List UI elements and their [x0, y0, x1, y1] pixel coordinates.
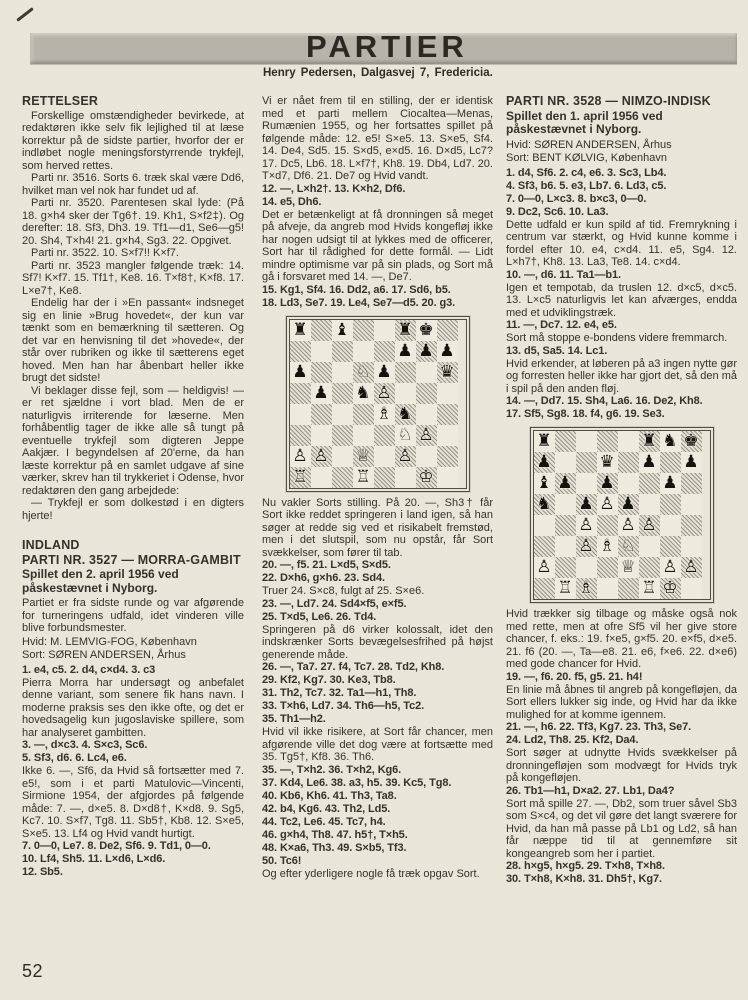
move-line: 42. b4, Kg6. 43. Th2, Ld5. — [262, 802, 391, 815]
white-pawn-icon: ♙ — [578, 536, 594, 556]
white-pawn-icon: ♙ — [641, 515, 657, 535]
para: Igen et tempotab, da truslen 12. d×c5, d×c5. 13. L×c5 naturligvis let kan afværges, endda med et udviklingstræk. — [506, 281, 737, 319]
board-square — [660, 557, 681, 578]
moves — [506, 395, 737, 421]
white-knight-icon: ♘ — [355, 361, 371, 382]
board-square — [555, 473, 576, 494]
para: Parti nr. 3516. Sorts 6. træk skal være Dd6, hvilket man vel nok har fundet ud af. — [22, 172, 244, 197]
board-square — [681, 431, 702, 452]
black-pawn-icon: ♟ — [578, 494, 594, 514]
para: Parti nr. 3522. 10. S×f7!! K×f7. — [31, 247, 179, 259]
para: Parti nr. 3520. Parentesen skal lyde: (På 18. g×h4 sker der Tg6†. 19. Kh1, S×f2‡). Og derefter: 18. Sf3, Dh3. 19. Tf1—d1, Se6—g5! 20. Sh4, T×h4! 21. g×h4, Sg3. 22. Opgivet. — [22, 197, 244, 247]
black-pawn-icon: ♟ — [439, 340, 455, 361]
board-square — [660, 578, 681, 599]
diagram — [286, 316, 470, 492]
board-square — [597, 536, 618, 557]
move-line: 31. Th2, Tc7. 32. Ta1—h1, Th8. — [262, 687, 417, 699]
board-square — [290, 425, 311, 446]
board-square — [437, 341, 458, 362]
white-pawn-icon: ♙ — [292, 445, 308, 466]
board-square — [311, 404, 332, 425]
board-square — [660, 515, 681, 536]
move-line: 4. Sf3, b6. 5. e3, Lb7. 6. Ld3, c5. — [506, 179, 667, 192]
scan-artifact — [16, 7, 34, 22]
black-pawn-icon: ♟ — [641, 452, 657, 472]
board-square — [555, 536, 576, 557]
editor-byline: Henry Pedersen, Dalgasvej 7, Fredericia. — [263, 67, 493, 79]
board-square — [374, 425, 395, 446]
moves — [506, 345, 737, 358]
moves — [262, 661, 493, 726]
board-square — [618, 536, 639, 557]
move-line: 12. Sb5. — [22, 866, 63, 878]
player-line: Sort: SØREN ANDERSEN, Århus — [22, 648, 186, 661]
black-rook-icon: ♜ — [641, 431, 657, 451]
board-square — [395, 362, 416, 383]
moves — [506, 671, 737, 684]
board-square — [416, 446, 437, 467]
board-square — [534, 578, 555, 599]
board-square — [639, 452, 660, 473]
white-rook-icon: ♖ — [292, 466, 308, 487]
move-line: 5. Sf3, d6. 6. Lc4, e6. — [22, 752, 127, 764]
para: — Trykfejl er som dolkestød i en digters hjerte! — [22, 497, 244, 522]
move-line: 28. h×g5, h×g5. 29. T×h8, T×h8. — [506, 860, 665, 872]
move-line: 13. d5, Sa5. 14. Lc1. — [506, 344, 608, 357]
moves — [262, 764, 493, 868]
column-middle — [262, 95, 493, 880]
player-line: Hvid: SØREN ANDERSEN, Århus — [506, 138, 672, 151]
white-pawn-icon: ♙ — [662, 557, 678, 577]
black-pawn-icon: ♟ — [662, 473, 678, 493]
header-banner — [30, 29, 737, 64]
board-square — [353, 341, 374, 362]
board-square — [534, 431, 555, 452]
board-square — [618, 431, 639, 452]
rettelser-heading: RETTELSER — [22, 94, 99, 108]
moves — [506, 269, 737, 282]
moves — [262, 284, 493, 310]
para: Ikke 6. —, Sf6, da Hvid så fortsætter med 7. e5!, som i et parti Matulovic—Vincenti, Sirmione 1954, der afgjordes på følgende måde: 7. —, d×e5. 8. D×d8†, K×d8. 9. Sg5, Kc7. 10. S×f7, Tg8. 11. Sb5†, Kb8. 12. S×e5, S×e5. 13. Lf4 og Hvid vandt hurtigt. — [22, 765, 244, 840]
move-line: 18. Ld3, Se7. 19. Le4, Se7—d5. 20. g3. — [262, 296, 456, 309]
column-left — [22, 95, 244, 879]
board-square — [597, 494, 618, 515]
board-square — [311, 320, 332, 341]
board-square — [639, 494, 660, 515]
white-rook-icon: ♖ — [557, 578, 573, 598]
board-square — [555, 515, 576, 536]
parti-3527-subheading: Spillet den 2. april 1956 ved påskestævnet i Nyborg. — [22, 567, 179, 595]
para: Vi beklager disse fejl, som — heldigvis! — er ret sjældne i vort blad. Men de er naturligvis irriterende for læserne. Men forhåbentlig tager de ikke alle så tungt på eventuelle trykfejl som digteren Jeppe Aakjær. I begyndelsen af 20'erne, da han læste korrektur på en samlet udgave af sine værker, skrev han til trykkeriet i Odense, hvor redaktøren den gang arbejdede: — [22, 384, 244, 497]
chess-board — [289, 319, 467, 489]
board-square — [437, 404, 458, 425]
white-rook-icon: ♖ — [641, 578, 657, 598]
board-square — [597, 515, 618, 536]
black-bishop-icon: ♝ — [334, 319, 350, 340]
board-square — [395, 446, 416, 467]
board-square — [597, 578, 618, 599]
para: Sort må spille 27. —, Db2, som truer såvel Sb3 som S×c4, og det vil gøre det langt sværere for Hvid, da han må passe på Lb1 og Ld2, så han får næppe tid til at gennemføre sit kongeangreb som her i partiet. — [506, 797, 737, 860]
black-pawn-icon: ♟ — [536, 452, 552, 472]
board-square — [555, 578, 576, 599]
board-square — [576, 473, 597, 494]
moves — [22, 840, 244, 879]
indland-heading: INDLAND — [22, 538, 80, 552]
black-rook-icon: ♜ — [536, 431, 552, 451]
board-square — [681, 515, 702, 536]
move-line: 10. —, d6. 11. Ta1—b1. — [506, 268, 621, 281]
board-square — [660, 452, 681, 473]
black-knight-icon: ♞ — [536, 494, 552, 514]
board-square — [311, 467, 332, 488]
parti-3528-heading: PARTI NR. 3528 — NIMZO-INDISK — [506, 94, 711, 108]
board-square — [416, 425, 437, 446]
player-line: Sort: BENT KØLVIG, København — [506, 151, 667, 164]
white-queen-icon: ♕ — [620, 557, 636, 577]
board-square — [395, 341, 416, 362]
move-line: 35. Th1—h2. — [262, 713, 326, 725]
board-square — [395, 383, 416, 404]
para: Sort søger at udnytte Hvids svækkelser på dronningefløjen som modvægt for Hvids tryk på kongefløjen. — [506, 747, 737, 784]
board-square — [618, 473, 639, 494]
para: Pierra Morra har undersøgt og anbefalet denne variant, som senere fik hans navn. I moderne praksis ses den ikke ofte, og det er hovedsagelig kun jugoslaviske spillere, som har analyseret gambitten. — [22, 676, 244, 739]
board-square — [311, 341, 332, 362]
move-line: 24. Ld2, Th8. 25. Kf2, Da4. — [506, 734, 639, 746]
para: Partiet er fra sidste runde og var afgørende for turneringens udfald, idet vinderen ville blive forbundsmester. — [22, 597, 244, 634]
move-line: 11. —, Dc7. 12. e4, e5. — [506, 319, 617, 331]
board-square — [639, 431, 660, 452]
white-pawn-icon: ♙ — [313, 445, 329, 466]
white-king-icon: ♔ — [418, 466, 434, 487]
board-square — [555, 494, 576, 515]
board-square — [353, 467, 374, 488]
black-queen-icon: ♛ — [599, 452, 615, 472]
parti-3527-heading: PARTI NR. 3527 — MORRA-GAMBIT — [22, 552, 241, 567]
board-square — [681, 578, 702, 599]
move-line: 7. 0—0, L×c3. 8. b×c3, 0—0. — [506, 192, 647, 205]
black-pawn-icon: ♟ — [397, 340, 413, 361]
board-square — [597, 557, 618, 578]
board-square — [597, 473, 618, 494]
moves — [22, 739, 244, 765]
white-rook-icon: ♖ — [355, 466, 371, 487]
board-square — [374, 320, 395, 341]
board-square — [332, 362, 353, 383]
board-square — [332, 341, 353, 362]
board-square — [681, 473, 702, 494]
para: Vi er nået frem til en stilling, der er identisk med et parti mellem Ciocaltea—Menas, Rumænien 1955, og her fortsattes spillet på følgende måde: 12. e5! S×e5. 13. S×e5, Sf4. 14. De4, Sd5. 15. S×d5, e×d5. 16. D×d5, Lc7? 17. Dc5, Lb6. 18. L×f7†, Kh8. 19. Db4, Ld7. 20. T×d7, Df6. 21. De7 og Hvid vandt. — [262, 95, 493, 182]
board-square — [395, 320, 416, 341]
black-rook-icon: ♜ — [397, 319, 413, 340]
move-line: 7. 0—0, Le7. 8. De2, Sf6. 9. Td1, 0—0. — [22, 840, 211, 852]
para: Nu vakler Sorts stilling. På 20. —, Sh3† får Sort ikke reddet springeren i land igen, så han søger at redde sig ved et risikabelt fremstød, men i det slutspil, som nu opstår, får Sort svækkelser, som fører til tab. — [262, 496, 493, 559]
board-square — [618, 578, 639, 599]
move-line: 1. e4, c5. 2. d4, c×d4. 3. c3 — [22, 663, 156, 676]
board-square — [618, 494, 639, 515]
para: Parti nr. 3523 mangler følgende træk: 14. Sf7! K×f7. 15. Tf1†, Ke8. 16. T×f8†, K×f8. 17. L×e7†, Ke8. — [22, 259, 244, 297]
black-pawn-icon: ♟ — [313, 382, 329, 403]
move-line: 3. —, d×c3. 4. S×c3, Sc6. — [22, 739, 148, 751]
move-line: 26. —, Ta7. 27. f4, Tc7. 28. Td2, Kh8. — [262, 661, 445, 673]
white-bishop-icon: ♗ — [376, 403, 392, 424]
board-square — [437, 320, 458, 341]
board-square — [597, 452, 618, 473]
board-square — [534, 557, 555, 578]
board-square — [639, 557, 660, 578]
board-square — [437, 446, 458, 467]
board-square — [374, 404, 395, 425]
board-square — [639, 473, 660, 494]
move-line: 21. —, h6. 22. Tf3, Kg7. 23. Th3, Se7. — [506, 721, 692, 733]
white-king-icon: ♔ — [662, 578, 678, 598]
board-square — [311, 383, 332, 404]
board-square — [290, 383, 311, 404]
black-queen-icon: ♛ — [439, 361, 455, 382]
white-pawn-icon: ♙ — [683, 557, 699, 577]
board-square — [681, 452, 702, 473]
board-square — [311, 446, 332, 467]
board-square — [576, 578, 597, 599]
black-pawn-icon: ♟ — [418, 340, 434, 361]
white-pawn-icon: ♙ — [536, 557, 552, 577]
move-line: 14. —, Dd7. 15. Sh4, La6. 16. De2, Kh8. — [506, 395, 703, 407]
para: En linie må åbnes til angreb på kongefløjen, da Sort ellers lukker sig inde, og Hvid har da ikke mulighed for at komme igennem. — [506, 683, 737, 721]
board-square — [534, 515, 555, 536]
diagram — [530, 427, 714, 603]
board-square — [332, 383, 353, 404]
para: Truer 24. S×c8, fulgt af 25. S×e6. — [262, 585, 425, 597]
board-square — [534, 494, 555, 515]
white-pawn-icon: ♙ — [599, 494, 615, 514]
board-square — [639, 536, 660, 557]
move-line: 19. —, f6. 20. f5, g5. 21. h4! — [506, 670, 643, 683]
board-square — [290, 467, 311, 488]
board-square — [555, 557, 576, 578]
board-square — [311, 362, 332, 383]
black-bishop-icon: ♝ — [536, 473, 552, 493]
move-line: 1. d4, Sf6. 2. c4, e6. 3. Sc3, Lb4. — [506, 166, 667, 179]
black-pawn-icon: ♟ — [683, 452, 699, 472]
black-pawn-icon: ♟ — [620, 494, 636, 514]
board-square — [639, 515, 660, 536]
black-knight-icon: ♞ — [662, 431, 678, 451]
para: Og efter yderligere nogle få træk opgav Sort. — [262, 867, 480, 880]
move-line: 29. Kf2, Kg7. 30. Ke3, Tb8. — [262, 674, 396, 686]
move-line: 50. Tc6! — [262, 854, 302, 867]
board-square — [353, 383, 374, 404]
board-square — [353, 320, 374, 341]
para: Endelig har der i »En passant« indsneget sig en linie »Brug hovedet«, der kun var tænkt som en bemærkning til sætteren. Og det var en henvisning til det »hovede«, der står over rubriken og ikke til sætterens eget hoved. Men han har åbenbart heller ikke brugt det sidste! — [22, 297, 244, 384]
players — [22, 636, 244, 662]
board-square — [395, 467, 416, 488]
move-line: 33. T×h6, Ld7. 34. Th6—h5, Tc2. — [262, 700, 425, 712]
board-square — [597, 431, 618, 452]
board-square — [576, 431, 597, 452]
white-pawn-icon: ♙ — [578, 515, 594, 535]
board-square — [681, 494, 702, 515]
board-square — [290, 362, 311, 383]
board-square — [576, 494, 597, 515]
board-square — [353, 404, 374, 425]
board-square — [416, 383, 437, 404]
para: Hvid erkender, at løberen på a3 ingen nytte gør og forresten heller ikke har gjort det, så den må i spil på den anden fløj. — [506, 357, 737, 395]
black-pawn-icon: ♟ — [599, 473, 615, 493]
board-square — [618, 515, 639, 536]
black-rook-icon: ♜ — [292, 319, 308, 340]
white-pawn-icon: ♙ — [397, 445, 413, 466]
move-line: 35. —, T×h2. 36. T×h2, Kg6. — [262, 763, 402, 776]
move-line: 15. Kg1, Sf4. 16. Dd2, a6. 17. Sd6, b5. — [262, 283, 451, 296]
column-right — [506, 95, 737, 886]
board-square — [555, 452, 576, 473]
white-bishop-icon: ♗ — [578, 578, 594, 598]
para: Forskellige omstændigheder bevirkede, at redaktøren ikke selv fik lejlighed til at læse korrektur på de sidste partier, hvorfor der er indløbet nogle meningsforstyrrende trykfejl, som herved rettes. — [22, 109, 244, 172]
board-square — [416, 467, 437, 488]
board-square — [353, 446, 374, 467]
move-line: 20. —, f5. 21. L×d5, S×d5. — [262, 559, 391, 571]
board-square — [416, 320, 437, 341]
board-square — [332, 320, 353, 341]
board-square — [311, 425, 332, 446]
board-square — [660, 473, 681, 494]
board-square — [332, 467, 353, 488]
board-square — [290, 320, 311, 341]
moves — [506, 785, 737, 798]
move-line: 12. —, L×h2†. 13. K×h2, Df6. — [262, 182, 406, 195]
board-square — [353, 425, 374, 446]
board-square — [639, 578, 660, 599]
board-square — [576, 536, 597, 557]
board-square — [437, 467, 458, 488]
move-line: 10. Lf4, Sh5. 11. L×d6, L×d6. — [22, 853, 166, 865]
moves — [22, 664, 244, 677]
move-line: 17. Sf5, Sg8. 18. f4, g6. 19. Se3. — [506, 408, 665, 420]
para: Hvid vil ikke risikere, at Sort får chancer, men afgørende ville det dog være at fortsætte med 35. Tg5†, Kf8. 36. Th6. — [262, 726, 493, 763]
move-line: 46. g×h4, Th8. 47. h5†, T×h5. — [262, 828, 408, 841]
board-square — [681, 536, 702, 557]
moves — [506, 167, 737, 219]
move-line: 37. Kd4, Le6. 38. a3, h5. 39. Kc5, Tg8. — [262, 776, 452, 789]
parti-3528-subheading: Spillet den 1. april 1956 ved påskestævnet i Nyborg. — [506, 108, 663, 136]
white-knight-icon: ♘ — [397, 424, 413, 445]
board-square — [534, 452, 555, 473]
black-pawn-icon: ♟ — [292, 361, 308, 382]
move-line: 26. Tb1—h1, D×a2. 27. Lb1, Da4? — [506, 784, 675, 797]
move-line: 30. T×h8, K×h8. 31. Dh5†, Kg7. — [506, 873, 662, 885]
board-square — [395, 404, 416, 425]
board-square — [374, 383, 395, 404]
black-pawn-icon: ♟ — [376, 361, 392, 382]
board-square — [534, 536, 555, 557]
white-pawn-icon: ♙ — [620, 515, 636, 535]
page-number: 52 — [22, 961, 44, 981]
board-square — [290, 341, 311, 362]
board-square — [681, 557, 702, 578]
board-square — [395, 425, 416, 446]
board-square — [416, 404, 437, 425]
board-square — [660, 536, 681, 557]
board-square — [416, 362, 437, 383]
moves — [262, 559, 493, 585]
board-square — [618, 452, 639, 473]
white-queen-icon: ♕ — [355, 445, 371, 466]
players — [506, 139, 737, 165]
black-king-icon: ♚ — [683, 431, 699, 451]
white-pawn-icon: ♙ — [418, 424, 434, 445]
board-square — [374, 446, 395, 467]
black-knight-icon: ♞ — [355, 382, 371, 403]
black-king-icon: ♚ — [418, 319, 434, 340]
black-pawn-icon: ♟ — [557, 473, 573, 493]
move-line: 25. T×d5, Le6. 26. Td4. — [262, 610, 377, 623]
para: Hvid trækker sig tilbage og måske også nok med rette, men at ofre Sf5 vil her give store chancer, f. eks.: 19. f×e5, g×f5. 20. e×f5, d×e5. 21. f6 (20. —, Ta—e8. 21. e6, f×e6. 22. d×e6) med gode chancer for Hvid. — [506, 608, 737, 670]
move-line: 40. Kb6, Kh6. 41. Th3, Ta8. — [262, 789, 397, 802]
moves — [506, 319, 737, 332]
white-bishop-icon: ♗ — [599, 536, 615, 556]
moves — [262, 598, 493, 624]
moves — [506, 860, 737, 886]
board-square — [534, 473, 555, 494]
board-square — [332, 446, 353, 467]
board-square — [416, 341, 437, 362]
board-square — [618, 557, 639, 578]
board-square — [555, 431, 576, 452]
board-square — [437, 383, 458, 404]
move-line: 44. Tc2, Le6. 45. Tc7, h4. — [262, 815, 386, 828]
para: Sort må stoppe e-bondens videre fremmarch. — [506, 332, 728, 344]
move-line: 22. D×h6, g×h6. 23. Sd4. — [262, 572, 385, 584]
black-knight-icon: ♞ — [397, 403, 413, 424]
board-square — [374, 341, 395, 362]
para: Dette udfald er kun spild af tid. Fremrykning i centrum var stærkt, og Hvid kunne komme i fordel efter 10. e4, c×d4. 11. e5, Sg4. 12. L×h7†, Kh8. 13. La3, Te8. 14. c×d4. — [506, 218, 737, 268]
move-line: 23. —, Ld7. 24. Sd4×f5, e×f5. — [262, 597, 407, 610]
board-square — [332, 425, 353, 446]
board-square — [437, 425, 458, 446]
board-square — [374, 467, 395, 488]
board-square — [576, 452, 597, 473]
board-square — [576, 557, 597, 578]
white-pawn-icon: ♙ — [376, 382, 392, 403]
board-square — [374, 362, 395, 383]
move-line: 9. Dc2, Sc6. 10. La3. — [506, 205, 609, 218]
para: Det er betænkeligt at få dronningen så meget på afveje, da angreb mod Hvids kongefløj ikke har nogen udsigt til at lykkes med de officerer, Sort har til rådighed for dette formål. — Lidt mindre optimisme var på sin plads, og Sort må gå i forsvaret med 14. —, De7. — [262, 208, 493, 283]
player-line: Hvid: M. LEMVIG-FOG, København — [22, 635, 197, 648]
move-line: 14. e5, Dh6. — [262, 195, 322, 208]
board-square — [332, 404, 353, 425]
board-square — [660, 431, 681, 452]
board-square — [437, 362, 458, 383]
moves — [506, 721, 737, 747]
para: Springeren på d6 virker kolossalt, idet den indskrænker Sorts bevægelsesfrihed på højst generende måde. — [262, 623, 493, 661]
board-square — [290, 404, 311, 425]
board-square — [290, 446, 311, 467]
chess-board — [533, 430, 711, 600]
page-title: PARTIER — [306, 29, 468, 64]
board-square — [353, 362, 374, 383]
board-square — [576, 515, 597, 536]
move-line: 48. K×a6, Th3. 49. S×b5, Tf3. — [262, 841, 407, 854]
moves — [262, 183, 493, 209]
board-square — [660, 494, 681, 515]
white-knight-icon: ♘ — [620, 536, 636, 556]
